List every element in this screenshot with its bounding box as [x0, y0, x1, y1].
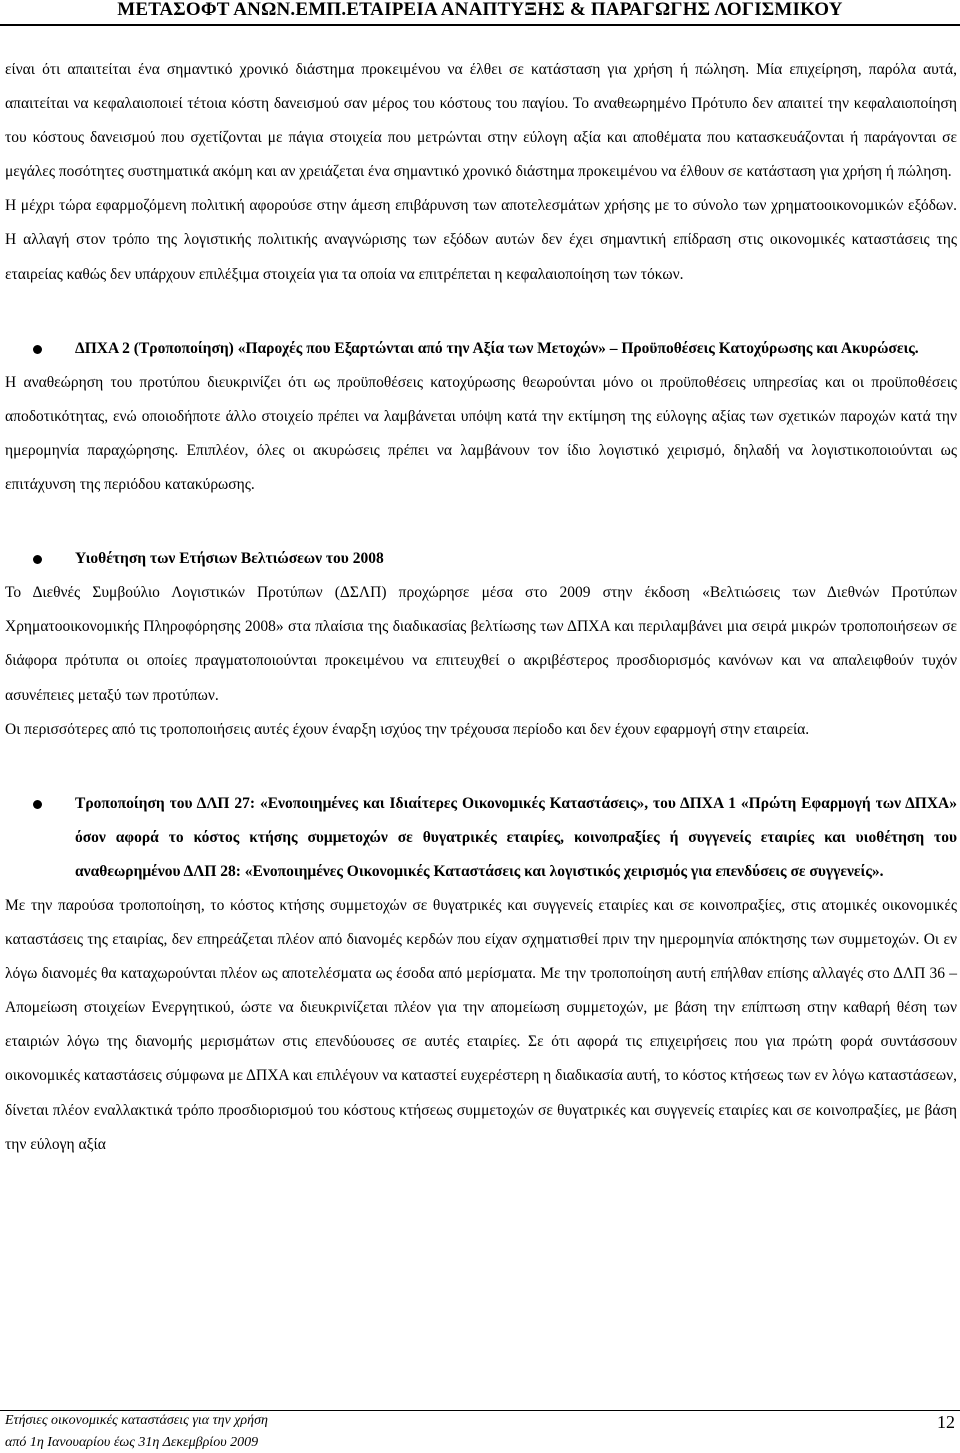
footer-title: Ετήσιες οικονομικές καταστάσεις για την χρήση — [5, 1413, 268, 1428]
footer-divider — [0, 1410, 960, 1411]
footer-period: από 1η Ιανουαρίου έως 31η Δεκεμβρίου 2009 — [5, 1435, 259, 1450]
page-number: 12 — [937, 1412, 955, 1432]
page-footer — [0, 1410, 960, 1453]
section-heading-text: ΔΠΧΑ 2 (Τροποποίηση) «Παροχές που Εξαρτώνται από την Αξία των Μετοχών» – Προϋποθέσεις Κατοχύρωσης και Ακυρώσεις. — [75, 339, 919, 357]
section-heading-ias27 — [5, 787, 957, 889]
page-header: ΜΕΤΑΣΟΦΤ ΑΝΩΝ.ΕΜΠ.ΕΤΑΙΡΕΙΑ ΑΝΑΠΤΥΞΗΣ & ΠΑΡΑΓΩΓΗΣ ΛΟΓΙΣΜΙΚΟΥ — [117, 0, 843, 20]
section-heading-improvements-2008 — [5, 542, 957, 576]
paragraph-improvements: Το Διεθνές Συμβούλιο Λογιστικών Προτύπων (ΔΣΛΠ) προχώρησε μέσα στο 2009 στην έκδοση «Βελτιώσεις των Διεθνών Προτύπων Χρηματοοικονομικής Πληροφόρησης 2008» στα πλαίσια της διαδικασίας βελτίωσης των ΔΠΧΑ και περιλαμβάνει μια σειρά μικρών τροποποιήσεων σε διάφορα πρότυπα οι οποίες πραγματοποιούνται προκειμένου να επιτευχθεί ο ακριβέστερος προσδιορισμός κανόνων και να απαλειφθούν τυχόν ασυνέπειες μεταξύ των προτύπων. — [5, 584, 957, 704]
bullet-icon — [33, 555, 42, 564]
spacer — [5, 502, 957, 542]
bullet-icon — [33, 800, 42, 809]
spacer — [5, 747, 957, 787]
section-heading-ifrs2 — [5, 332, 957, 366]
paragraph-ifrs2: Η αναθεώρηση του προτύπου διευκρινίζει ότι ως προϋποθέσεις κατοχύρωσης θεωρούνται μόνο οι προϋποθέσεις υπηρεσίας και οι προϋποθέσεις αποδοτικότητας, ενώ οποιοδήποτε άλλο στοιχείο πρέπει να λαμβάνεται υπόψη κατά την εκτίμηση της εύλογης αξίας των σχετικών παροχών κατά την ημερομηνία παραχώρησης. Επιπλέον, όλες οι ακυρώσεις πρέπει να λαμβάνουν τον ίδιο λογιστικό χειρισμό, δηλαδή να λογιστικοποιούνται ως επιτάχυνση της περιόδου κατακύρωσης. — [5, 373, 957, 494]
paragraph-borrowing-costs: είναι ότι απαιτείται ένα σημαντικό χρονικό διάστημα προκειμένου να έλθει σε κατάσταση για χρήση ή πώληση. Μία επιχείρηση, παρόλα αυτά, απαιτείται να κεφαλαιοποιεί τέτοια κόστη δανεισμού σαν μέρος του κόστους του παγίου. Το αναθεωρημένο Πρότυπο δεν απαιτεί την κεφαλαιοποίηση του κόστους δανεισμού που σχετίζονται με πάγια στοιχεία που μετρώνται στην εύλογη αξία και αποθέματα που κατασκευάζονται ή παράγονται σε μεγάλες ποσότητες συστηματικά ακόμη και αν χρειάζεται ένα σημαντικό χρονικό διάστημα προκειμένου να έλθουν σε κατάσταση για χρήση ή πώληση. — [5, 61, 957, 181]
section-heading-text: Υιοθέτηση των Ετήσιων Βελτιώσεων του 2008 — [75, 550, 384, 568]
paragraph-ias27: Με την παρούσα τροποποίηση, το κόστος κτήσης συμμετοχών σε θυγατρικές και συγγενείς εταιρίες και σε κοινοπραξίες, στις ατομικές οικονομικές καταστάσεις της εταιρίας, δεν επηρεάζεται πλέον από διανομές κερδών που είχαν σχηματισθεί πριν την ημερομηνία απόκτησης των συμμετοχών. Οι εν λόγω διανομές θα καταχωρούνται πλέον ως αποτελέσματα ως έσοδα από μερίσματα. Με την τροποποίηση αυτή επήλθαν επίσης αλλαγές στο ΔΛΠ 36 – Απομείωση στοιχείων Ενεργητικού, ώστε να διευκρινίζεται πλέον για την απομείωση συμμετοχών, με βάση την επίπτωση στην καθαρή θέση των εταιριών λόγω της διανομής μερισμάτων στις επενδύουσες σε αυτές εταιρίες. Σε ότι αφορά τις επιχειρήσεις που για πρώτη φορά συντάσσουν οικονομικές καταστάσεις σύμφωνα με ΔΠΧΑ και επιλέγουν να καταστεί ευχερέστερη η διαδικασία αυτή, το κόστος κτήσεως των εν λόγω καταστάσεων, δίνεται πλέον εναλλακτικά τρόπο προσδιορισμού του κόστους κτήσεως συμμετοχών σε θυγατρικές και συγγενείς εταιρίες και σε κοινοπραξίες, με βάση την εύλογη αξία — [5, 896, 957, 1153]
header-divider — [0, 24, 960, 26]
document-body — [5, 53, 957, 1162]
bullet-icon — [33, 345, 42, 354]
spacer — [5, 292, 957, 332]
section-heading-text: Τροποποίηση του ΔΛΠ 27: «Ενοποιημένες και Ιδιαίτερες Οικονομικές Καταστάσεις», του ΔΠΧΑ 1 «Πρώτη Εφαρμογή των ΔΠΧΑ» όσον αφορά το κόστος κτήσης συμμετοχών σε θυγατρικές εταιρίες, κοινοπραξίες ή συγγενείς εταιρίες και υιοθέτηση του αναθεωρημένου ΔΛΠ 28: «Ενοποιημένες Οικονομικές Καταστάσεις και λογιστικός χειρισμός για επενδύσεις σε συγγενείς». — [75, 794, 957, 880]
paragraph-effective-date: Οι περισσότερες από τις τροποποιήσεις αυτές έχουν έναρξη ισχύος την τρέχουσα περίοδο και δεν έχουν εφαρμογή στην εταιρεία. — [5, 720, 810, 738]
paragraph-policy-change: Η μέχρι τώρα εφαρμοζόμενη πολιτική αφορούσε στην άμεση επιβάρυνση των αποτελεσμάτων χρήσης με το σύνολο των χρηματοοικονομικών εξόδων. Η αλλαγή στον τρόπο της λογιστικής πολιτικής αναγνώρισης των εξόδων αυτών δεν έχει σημαντική επίδραση στις οικονομικές καταστάσεις της εταιρείας καθώς δεν υπάρχουν επιλέξιμα στοιχεία για τα οποία να επιτρέπεται η κεφαλαιοποίηση των τόκων. — [5, 197, 957, 283]
